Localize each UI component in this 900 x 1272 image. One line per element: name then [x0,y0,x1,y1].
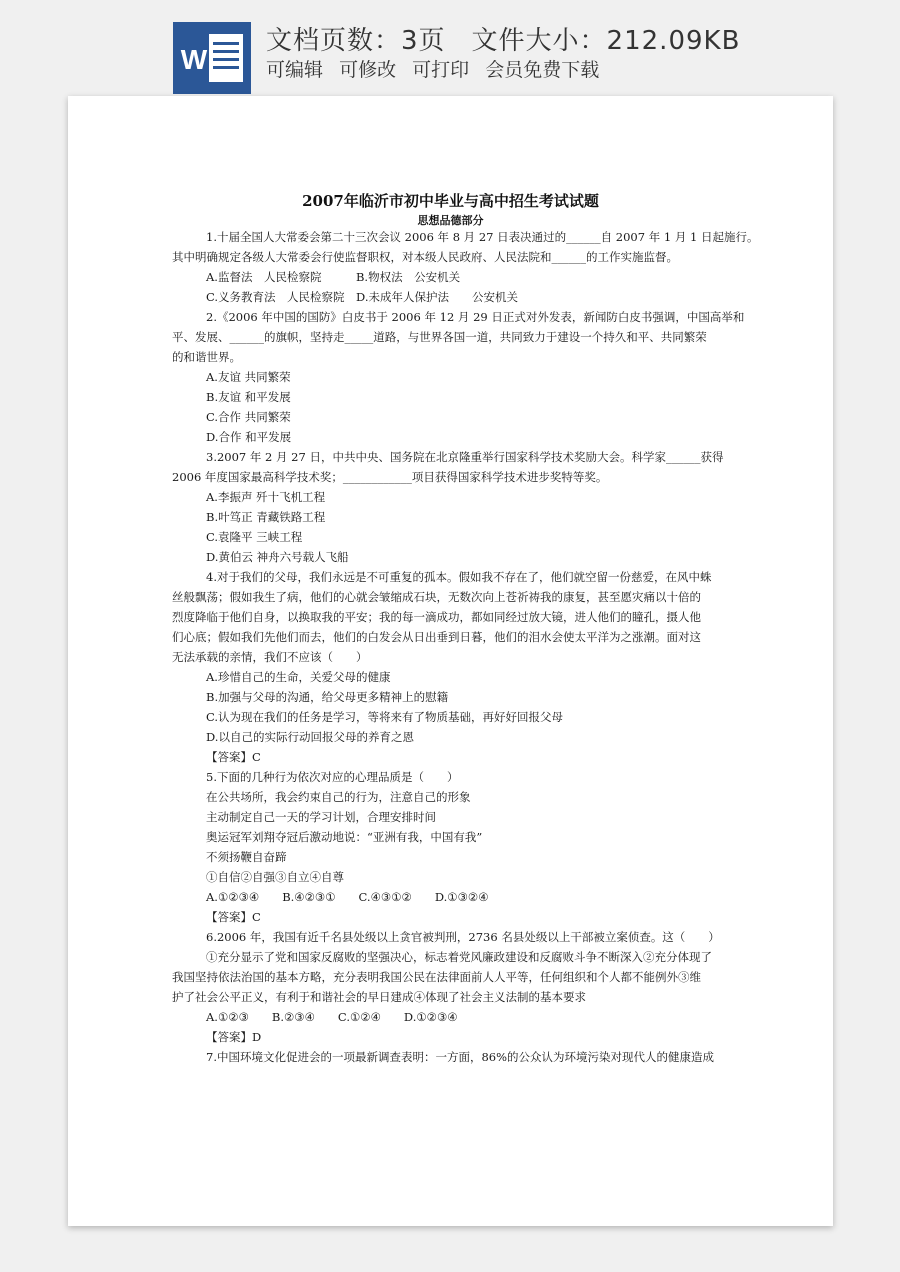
text-line: B.叶笃正 青藏铁路工程 [206,510,326,524]
text-line: A.李振声 歼十飞机工程 [206,490,326,504]
text-line: 其中明确规定各级人大常委会行使监督职权，对本级人民政府、人民法院和______的工作实施监督。 [172,250,678,264]
text-line: 2.《2006 年中国的国防》白皮书于 2006 年 12 月 29 日正式对外发表，新闻防白皮书强调，中国高举和 [206,310,745,324]
text-line: 在公共场所，我会约束自己的行为，注意自己的形象 [206,790,471,804]
feature-list [266,55,609,82]
text-line: B.加强与父母的沟通，给父母更多精神上的慰籍 [206,690,449,704]
text-line: 们心底；假如我们先他们而去，他们的白发会从日出垂到日暮，他们的泪水会使太平洋为之涨潮。面对这 [172,630,701,644]
feature-modifiable: 可修改 [339,59,397,81]
text-line: 6.2006 年，我国有近千名县处级以上贪官被判刑，2736 名县处级以上干部被立案侦查。这（ ） [206,930,720,944]
feature-member-download: 会员免费下载 [485,59,600,81]
answer-line: 【答案】D [206,1030,262,1044]
text-line: 护了社会公平正义，有利于和谐社会的早日建成④体现了社会主义法制的基本要求 [172,990,586,1004]
answer-line: 【答案】C [206,910,261,924]
text-line: 平、发展、______的旗帜，坚持走_____道路，与世界各国一道，共同致力于建设一个持久和平、共同繁荣 [172,330,707,344]
text-line: 3.2007 年 2 月 27 日，中共中央、国务院在北京隆重举行国家科学技术奖励大会。科学家______获得 [206,450,724,464]
text-line: 主动制定自己一天的学习计划，合理安排时间 [206,810,436,824]
text-line: 我国坚持依法治国的基本方略，充分表明我国公民在法律面前人人平等，任何组织和个人都不能例外③维 [172,970,701,984]
word-icon-letter: W [180,44,208,75]
file-size: 文件大小：212.09KB [471,26,741,56]
feature-printable: 可打印 [412,59,470,81]
text-line: ①充分显示了党和国家反腐败的坚强决心，标志着党风廉政建设和反腐败斗争不断深入②充分体现了 [206,950,712,964]
download-banner [0,0,900,96]
text-line: D.合作 和平发展 [206,430,292,444]
text-line: 5.下面的几种行为依次对应的心理品质是（ ） [206,770,459,784]
text-line: A.监督法 人民检察院 B.物权法 公安机关 [206,270,461,284]
text-line: 无法承载的亲情，我们不应该（ ） [172,650,368,664]
text-line: 4.对于我们的父母，我们永远是不可重复的孤本。假如我不存在了，他们就空留一份慈爱，在风中蛛 [206,570,712,584]
text-line: C.合作 共同繁荣 [206,410,291,424]
word-document-icon [173,22,251,94]
text-line: 丝般飘荡；假如我生了病，他们的心就会皱缩成石块，无数次向上苍祈祷我的康复，甚至愿灾痛以十倍的 [172,590,701,604]
text-line: A.珍惜自己的生命，关爱父母的健康 [206,670,391,684]
text-line: B.友谊 和平发展 [206,390,291,404]
text-line: ①自信②自强③自立④自尊 [206,870,344,884]
text-line: 的和谐世界。 [172,350,241,364]
text-line: 7.中国环境文化促进会的一项最新调查表明：一方面，86%的公众认为环境污染对现代人的健康造成 [206,1050,715,1064]
page-count: 文档页数：3页 [266,26,446,56]
text-line: D.以自己的实际行动回报父母的养育之恩 [206,730,414,744]
text-line: C.义务教育法 人民检察院 D.未成年人保护法 公安机关 [206,290,519,304]
document-title: 2007年临沂市初中毕业与高中招生考试试题 [302,192,599,210]
text-line: C.认为现在我们的任务是学习，等将来有了物质基础，再好好回报父母 [206,710,564,724]
text-line: C.袁隆平 三峡工程 [206,530,303,544]
text-line: A.①②③ B.②③④ C.①②④ D.①②③④ [206,1010,458,1024]
text-line: D.黄伯云 神舟六号载人飞船 [206,550,349,564]
feature-editable: 可编辑 [266,59,324,81]
document-page [68,96,833,1226]
text-line: 1.十届全国人大常委会第二十三次会议 2006 年 8 月 27 日表决通过的______自 2007 年 1 月 1 日起施行。 [206,230,759,244]
document-subtitle: 思想品德部分 [417,214,484,227]
text-line: A.①②③④ B.④②③① C.④③①② D.①③②④ [206,890,489,904]
text-line: 烈度降临于他们自身，以换取我的平安；我的每一滴成功，都如同经过放大镜，进人他们的瞳孔，摄人他 [172,610,701,624]
text-line: 奥运冠军刘翔夺冠后激动地说：“亚洲有我，中国有我” [206,830,483,844]
answer-line: 【答案】C [206,750,261,764]
text-line: 不须扬鞭自奋蹄 [206,850,287,864]
text-line: 2006 年度国家最高科学技术奖；____________项目获得国家科学技术进步奖特等奖。 [172,470,608,484]
text-line: A.友谊 共同繁荣 [206,370,291,384]
file-info [266,20,740,57]
